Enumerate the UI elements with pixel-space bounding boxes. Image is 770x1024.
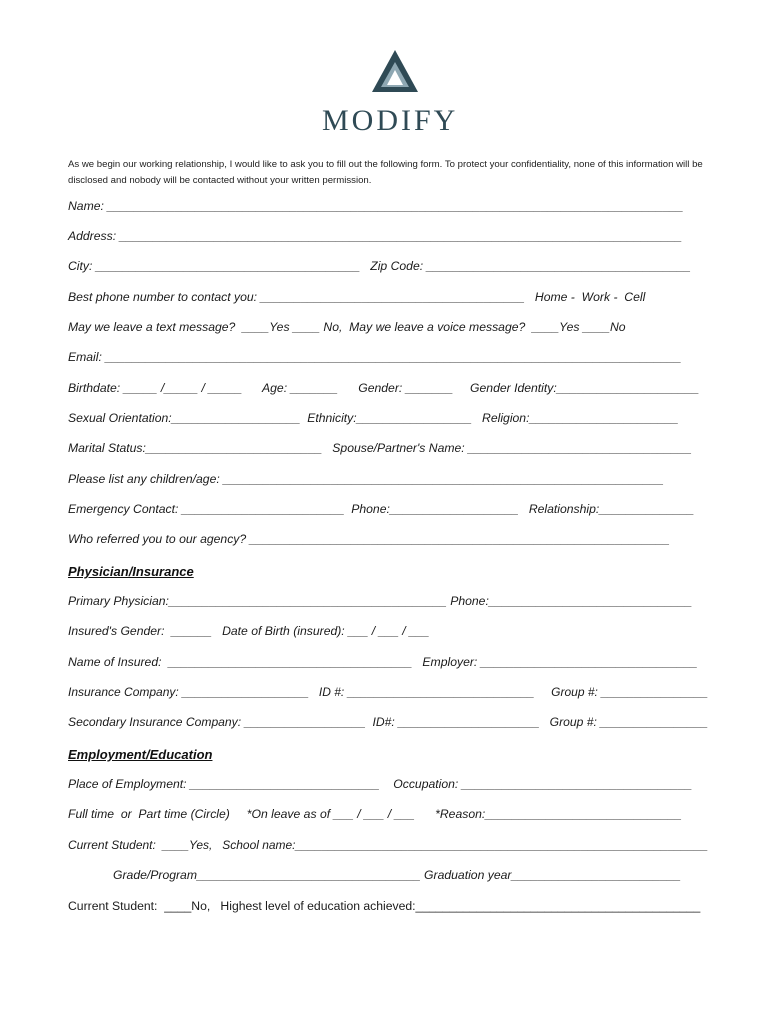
field-label: Insured's Gender: ______ Date of Birth (insured): ___ / ___ / ___ bbox=[68, 624, 430, 638]
field-label: Email: _____________________________________________________________________________________ bbox=[68, 350, 682, 364]
field-label: Primary Physician:_________________________________________ Phone:______________________________ bbox=[68, 594, 693, 608]
field-label: Current Student: ____No, Highest level of education achieved:__________________________________________ bbox=[68, 899, 701, 913]
field-label: May we leave a text message? ____Yes ____ No, May we leave a voice message? ____Yes ____No bbox=[68, 320, 626, 334]
field-employment-occupation[interactable] bbox=[68, 777, 718, 797]
field-birth-age-gender[interactable] bbox=[68, 381, 718, 401]
field-address[interactable] bbox=[68, 229, 718, 249]
field-orientation-ethnicity-religion[interactable] bbox=[68, 411, 718, 431]
field-fulltime-leave[interactable] bbox=[68, 807, 718, 827]
logo-wordmark: MODIFY bbox=[322, 104, 459, 137]
field-label: Current Student: ____Yes, School name:______________________________________________________________ bbox=[68, 838, 708, 852]
field-email[interactable] bbox=[68, 350, 718, 370]
field-insured-name-employer[interactable] bbox=[68, 655, 718, 675]
field-label: Marital Status:__________________________ Spouse/Partner's Name: _________________________________ bbox=[68, 441, 692, 455]
field-label: City: _______________________________________ Zip Code: _______________________________________ bbox=[68, 259, 691, 273]
field-label: Insurance Company: ___________________ ID #: ____________________________ Group #: ________________ bbox=[68, 685, 708, 699]
field-student-yes[interactable] bbox=[68, 838, 718, 858]
field-children[interactable] bbox=[68, 472, 718, 492]
field-label: Sexual Orientation:___________________ Ethnicity:_________________ Religion:______________________ bbox=[68, 411, 679, 425]
field-label: Place of Employment: ____________________________ Occupation: __________________________________ bbox=[68, 777, 693, 791]
field-label: Grade/Program_________________________________ Graduation year_________________________ bbox=[113, 868, 681, 882]
field-secondary-insurance[interactable] bbox=[68, 715, 718, 735]
field-marital-spouse[interactable] bbox=[68, 441, 718, 461]
field-label: Address: ___________________________________________________________________________________ bbox=[68, 229, 683, 243]
field-insured-gender-dob[interactable] bbox=[68, 624, 718, 644]
field-phone[interactable] bbox=[68, 290, 718, 310]
field-label: Name: _____________________________________________________________________________________ bbox=[68, 199, 684, 213]
field-referral[interactable] bbox=[68, 532, 718, 552]
field-label: Secondary Insurance Company: __________________ ID#: _____________________ Group #: ________________ bbox=[68, 715, 708, 729]
field-city-zip[interactable] bbox=[68, 259, 718, 279]
field-primary-physician[interactable] bbox=[68, 594, 718, 614]
field-label: Full time or Part time (Circle) *On leave as of ___ / ___ / ___ *Reason:_____________________________ bbox=[68, 807, 682, 821]
field-label: Please list any children/age: _________________________________________________________________ bbox=[68, 472, 664, 486]
field-label: Best phone number to contact you: _______________________________________ Home - Work - Cell bbox=[68, 290, 646, 304]
field-emergency-contact[interactable] bbox=[68, 502, 718, 522]
field-message-permission[interactable] bbox=[68, 320, 718, 340]
triangle-logo-icon bbox=[370, 48, 420, 94]
field-label: Emergency Contact: ________________________ Phone:___________________ Relationship:______________ bbox=[68, 502, 695, 516]
field-name[interactable] bbox=[68, 199, 718, 219]
section-heading-physician: Physician/Insurance bbox=[68, 564, 194, 579]
intro-text: As we begin our working relationship, I would like to ask you to fill out the following form. To protect your confidentiality, none of this information will be disclosed and nobody will be contacted without your written permission. bbox=[68, 159, 703, 186]
field-label: Name of Insured: ____________________________________ Employer: ________________________________ bbox=[68, 655, 698, 669]
field-student-no[interactable] bbox=[68, 899, 718, 919]
field-grade-graduation[interactable] bbox=[113, 868, 763, 888]
field-label: Birthdate: _____ /_____ / _____ Age: _______ Gender: _______ Gender Identity:_____________________ bbox=[68, 381, 700, 395]
section-heading-employment: Employment/Education bbox=[68, 747, 213, 762]
field-insurance-company[interactable] bbox=[68, 685, 718, 705]
logo bbox=[0, 46, 770, 138]
field-label: Who referred you to our agency? ______________________________________________________________ bbox=[68, 532, 670, 546]
